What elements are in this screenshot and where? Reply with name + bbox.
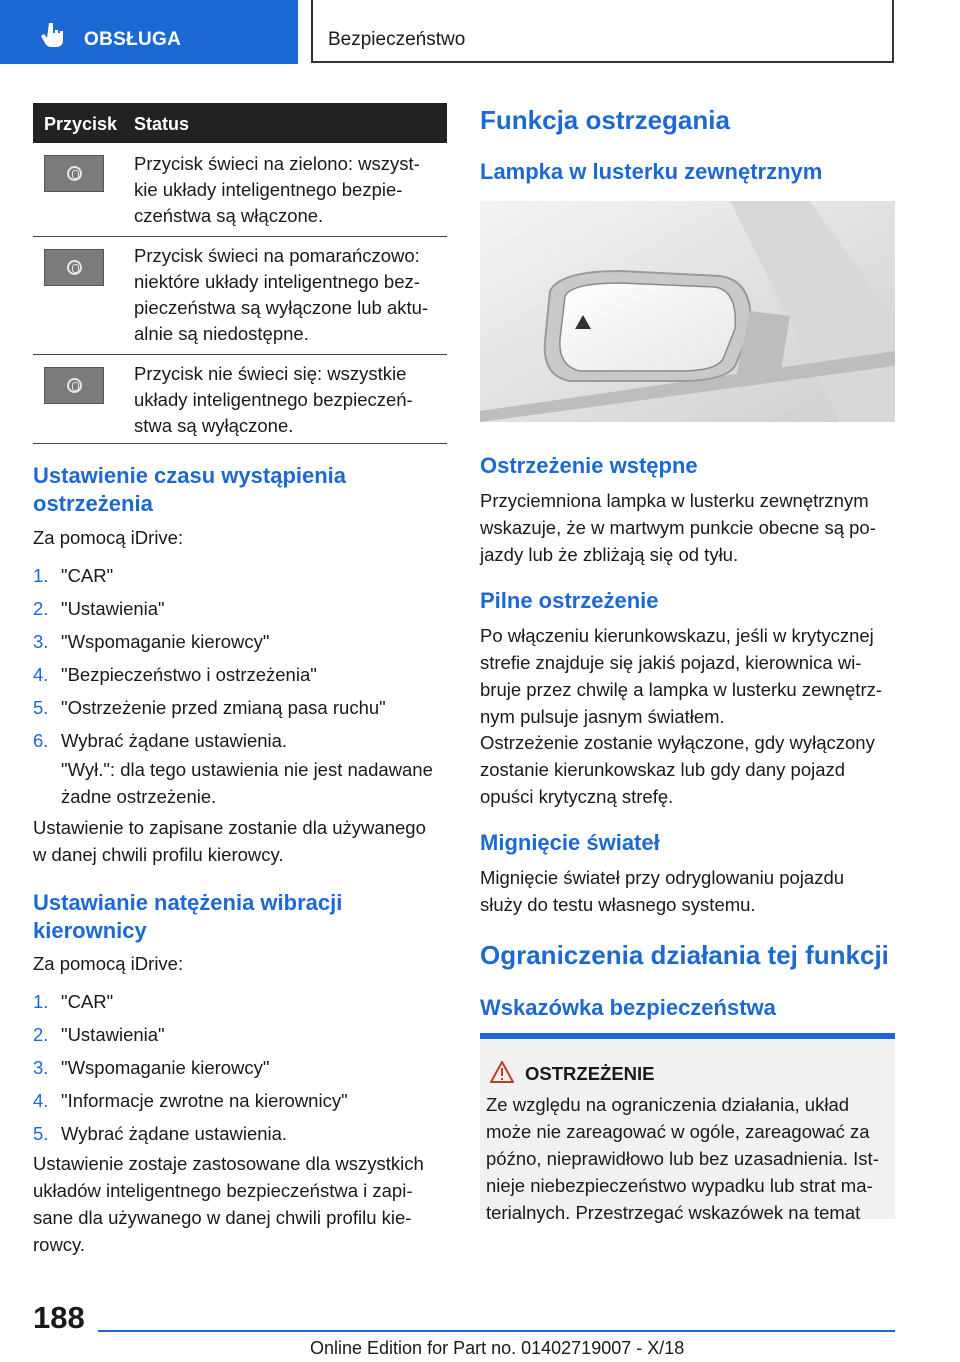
table-row — [33, 355, 447, 444]
intro-text: Za pomocą iDrive: — [33, 953, 184, 974]
safety-button-off-icon — [44, 367, 104, 404]
status-table — [33, 103, 447, 444]
status-line: pieczeństwa są wyłączone lub aktu- — [134, 297, 429, 318]
subsection-heading: Mignięcie świateł — [480, 830, 660, 855]
step-note: "Wył.": dla tego ustawienia nie jest nadawane żadne ostrzeżenie. — [61, 759, 433, 807]
warning-text: Ze względu na ograniczenia działania, układ może nie zareagować w ogóle, zareagować za późno, nieprawidłowo lub bez uzasadnienia. Ist- nieje niebezpieczeństwo wypadku lub strat ma- terialnych. Przestrzegać wskazówek na temat — [486, 1094, 879, 1223]
subsection-heading: Wskazówka bezpieczeństwa — [480, 995, 776, 1020]
table-row — [33, 237, 447, 355]
body-text: Ustawienie to zapisane zostanie dla używanego w danej chwili profilu kierowcy. — [33, 817, 426, 865]
col-header-button: Przycisk — [44, 114, 118, 134]
section-heading: Ograniczenia działania tej funkcji — [480, 940, 889, 970]
section-title: Bezpieczeństwo — [328, 29, 466, 50]
hand-pointer-icon — [40, 22, 64, 48]
body-text: Po włączeniu kierunkowskazu, jeśli w krytycznej strefie znajduje się jakiś pojazd, kierownica wi- bruje przez chwilę a lampka w lusterku zewnętrz- nym pulsuje jasnym światłem. — [480, 625, 883, 727]
safety-button-orange-icon — [44, 249, 104, 286]
section-heading: Ustawienie czasu wystąpienia ostrzeżenia — [33, 463, 347, 516]
table-header — [33, 103, 447, 143]
status-line: stwa są wyłączone. — [134, 415, 294, 436]
body-text: Przyciemniona lampka w lusterku zewnętrznym wskazuje, że w martwym punkcie obecne są po- jazdy lub że zbliżają się od tyłu. — [480, 490, 876, 565]
table-row — [33, 143, 447, 237]
subsection-heading: Pilne ostrzeżenie — [480, 588, 659, 613]
body-text: Ostrzeżenie zostanie wyłączone, gdy wyłączony zostanie kierunkowskaz lub gdy dany pojazd opuści krytyczną strefę. — [480, 732, 875, 807]
subsection-heading: Lampka w lusterku zewnętrznym — [480, 159, 823, 184]
status-line: alnie są niedostępne. — [134, 323, 309, 344]
status-line: układy inteligentnego bezpieczeń- — [134, 389, 413, 410]
status-line: Przycisk nie świeci się: wszystkie — [134, 363, 407, 384]
body-text: Mignięcie świateł przy odryglowaniu pojazdu służy do testu własnego systemu. — [480, 867, 845, 915]
intro-text: Za pomocą iDrive: — [33, 527, 184, 548]
status-line: kie układy inteligentnego bezpie- — [134, 179, 403, 200]
col-header-status: Status — [134, 114, 190, 134]
status-line: Przycisk świeci na pomarańczowo: — [134, 245, 420, 266]
section-header — [311, 0, 894, 63]
warning-triangle-icon — [490, 1061, 514, 1083]
warning-box — [480, 1039, 895, 1223]
chapter-tab-label: OBSŁUGA — [84, 29, 182, 50]
status-line: czeństwa są włączone. — [134, 205, 324, 226]
side-mirror-illustration — [480, 201, 895, 422]
warning-title: OSTRZEŻENIE — [525, 1063, 655, 1084]
body-text: Ustawienie zostaje zastosowane dla wszystkich układów inteligentnego bezpieczeństwa i zapi- sane dla używanego w danej chwili profilu kie- rowcy. — [33, 1153, 424, 1255]
chapter-tab[interactable] — [0, 0, 298, 64]
section-heading: Ustawianie natężenia wibracji kierownicy — [33, 890, 343, 943]
status-line: niektóre układy inteligentnego bez- — [134, 271, 420, 292]
page-number: 188 — [33, 1300, 85, 1335]
status-line: Przycisk świeci na zielono: wszyst- — [134, 153, 420, 174]
footer-divider — [98, 1330, 895, 1332]
safety-button-green-icon — [44, 155, 104, 192]
edition-text: Online Edition for Part no. 01402719007 - X/18 — [310, 1338, 685, 1358]
section-heading: Funkcja ostrzegania — [480, 105, 730, 135]
subsection-heading: Ostrzeżenie wstępne — [480, 453, 698, 478]
